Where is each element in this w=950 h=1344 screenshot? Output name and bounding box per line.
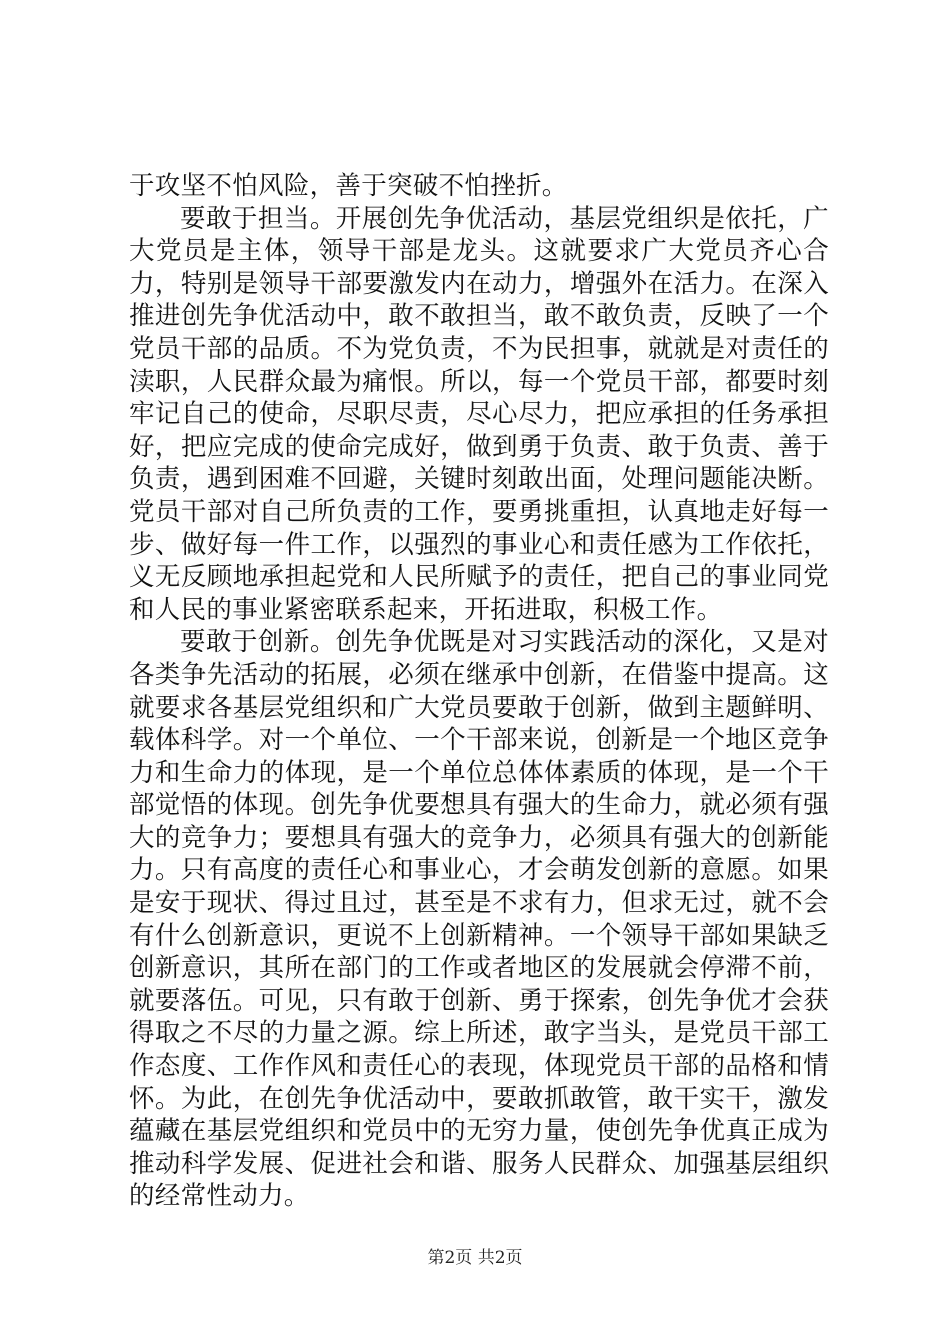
paragraph-responsibility: 要敢于担当。开展创先争优活动，基层党组织是依托，广大党员是主体，领导干部是龙头。这就要求广大党员齐心合力，特别是领导干部要激发内在动力，增强外在活力。在深入推进创先争优活动中，敢不敢担当，敢不敢负责，反映了一个党员干部的品质。不为党负责，不为民担事，就就是对责任的渎职，人民群众最为痛恨。所以，每一个党员干部，都要时刻牢记自己的使命，尽职尽责，尽心尽力，把应承担的任务承担好，把应完成的使命完成好，做到勇于负责、敢于负责、善于负责，遇到困难不回避，关键时刻敢出面，处理问题能决断。党员干部对自己所负责的工作，要勇挑重担，认真地走好每一步、做好每一件工作，以强烈的事业心和责任感为工作依托，义无反顾地承担起党和人民所赋予的责任，把自己的事业同党和人民的事业紧密联系起来，开拓进取，积极工作。 — [129, 203, 829, 625]
paragraph-continuation: 于攻坚不怕风险，善于突破不怕挫折。 — [129, 171, 568, 201]
page-number-footer: 第2页 共2页 — [427, 1248, 523, 1268]
paragraph-innovation: 要敢于创新。创先争优既是对习实践活动的深化，又是对各类争先活动的拓展，必须在继承中创新，在借鉴中提高。这就要求各基层党组织和广大党员要敢于创新，做到主题鲜明、载体科学。对一个单位、一个干部来说，创新是一个地区竞争力和生命力的体现，是一个单位总体体素质的体现，是一个干部觉悟的体现。创先争优要想具有强大的生命力，就必须有强大的竞争力；要想具有强大的竞争力，必须具有强大的创新能力。只有高度的责任心和事业心，才会萌发创新的意愿。如果是安于现状、得过且过，甚至是不求有力，但求无过，就不会有什么创新意识，更说不上创新精神。一个领导干部如果缺乏创新意识，其所在部门的工作或者地区的发展就会停滞不前，就要落伍。可见，只有敢于创新、勇于探索，创先争优才会获得取之不尽的力量之源。综上所述，敢字当头，是党员干部工作态度、工作作风和责任心的表现，体现党员干部的品格和情怀。为此，在创先争优活动中，要敢抓敢管，敢干实干，激发蕴藏在基层党组织和党员中的无穷力量，使创先争优真正成为推动科学发展、促进社会和谐、服务人民群众、加强基层组织的经常性动力。 — [129, 627, 829, 1212]
document-body — [129, 170, 829, 1213]
